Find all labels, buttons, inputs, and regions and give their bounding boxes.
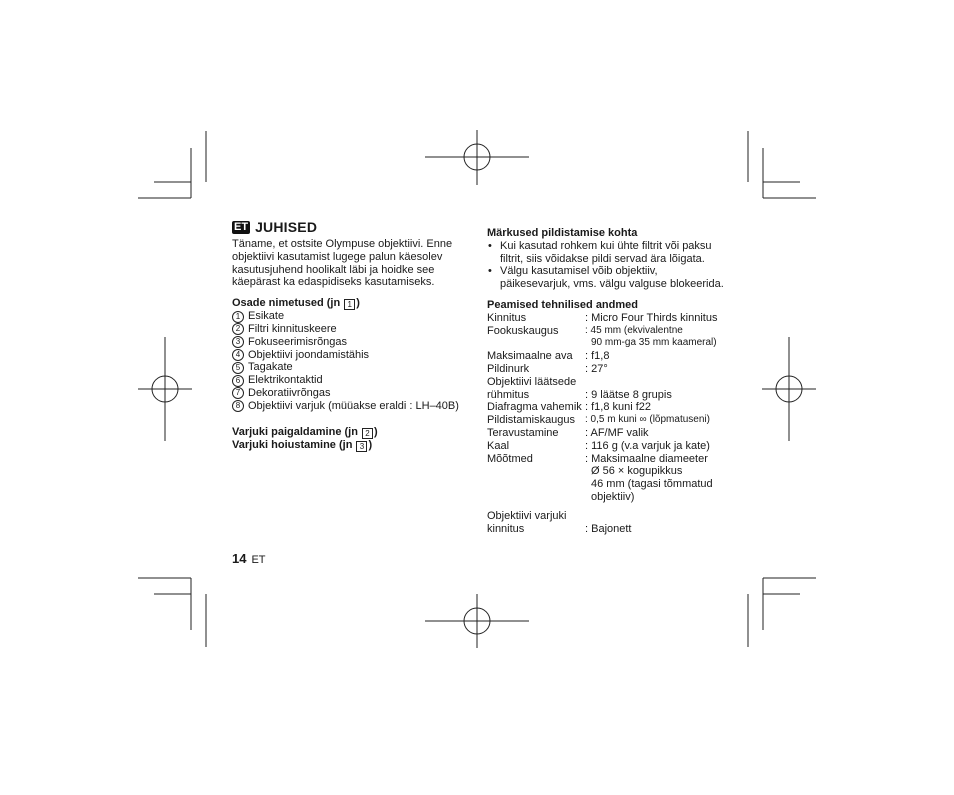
spec-value: : 27°	[585, 362, 608, 375]
parts-heading	[232, 297, 472, 310]
list-item	[232, 374, 472, 387]
hood-store-heading	[232, 439, 472, 452]
spec-label: Teravustamine	[487, 426, 559, 439]
spec-row-aperture	[487, 350, 727, 363]
list-item	[232, 310, 472, 323]
right-column	[487, 227, 727, 535]
note-text: Kui kasutad rohkem kui ühte filtrit või paksu filtrit, siis võidakse pildi servad ära lõigata.	[500, 239, 712, 265]
registration-target-right	[762, 337, 816, 441]
list-item	[232, 349, 472, 362]
spec-value: : AF/MF valik	[585, 426, 649, 439]
item-number: 5	[232, 362, 244, 374]
registration-target-left	[138, 337, 192, 441]
item-label: Filtri kinnituskeere	[248, 322, 337, 335]
hood-attach-text: Varjuki paigaldamine (jn	[232, 425, 361, 438]
spec-label: rühmitus	[487, 388, 530, 401]
item-label: Objektiivi joondamistähis	[248, 348, 370, 361]
specs-heading: Peamised tehnilised andmed	[487, 298, 638, 311]
item-number: 4	[232, 349, 244, 361]
bullet-glyph: •	[488, 239, 492, 252]
item-number: 7	[232, 387, 244, 399]
spec-value: : 45 mm (ekvivalentne	[585, 324, 683, 336]
bullet-glyph: •	[488, 265, 492, 278]
list-item	[232, 400, 472, 413]
spec-value: : 116 g (v.a varjuk ja kate)	[585, 439, 710, 452]
page-title: JUHISED	[255, 219, 318, 236]
hood-store-suffix: )	[368, 438, 373, 451]
spec-label: Objektiivi läätsede	[487, 375, 577, 388]
parts-heading-suffix: )	[356, 297, 360, 310]
notes-heading: Märkused pildistamise kohta	[487, 227, 638, 239]
spec-row-mount	[487, 312, 727, 325]
spec-value: : Bajonett	[585, 522, 632, 535]
item-label: Objektiivi varjuk (müüakse eraldi : LH–40B)	[248, 399, 459, 412]
item-number: 8	[232, 400, 244, 412]
spec-row-dimensions	[487, 453, 727, 466]
page-number: 14	[232, 551, 247, 566]
language-code: ET	[251, 554, 266, 566]
item-label: Fokuseerimisrõngas	[248, 335, 348, 348]
item-label: Elektrikontaktid	[248, 374, 323, 387]
intro-paragraph: Täname, et ostsite Olympuse objektiivi. Enne objektiivi kasutamist lugege palun käesolev kasutusjuhend hoolikalt läbi ja hoidke see käepärast ka edaspidiseks kasutamiseks.	[232, 238, 453, 289]
spec-row-dimensions-cont	[487, 465, 727, 478]
page-footer	[232, 551, 266, 566]
language-badge: ET	[234, 221, 249, 233]
list-item	[487, 240, 727, 266]
item-label: Esikate	[248, 310, 285, 323]
spec-row-config	[487, 389, 727, 402]
spec-value: objektiiv)	[591, 490, 635, 503]
spec-value: : f1,8	[585, 350, 610, 363]
item-number: 2	[232, 323, 244, 335]
spec-value: 90 mm-ga 35 mm kaameral)	[591, 337, 717, 349]
spec-label: Mõõtmed	[487, 452, 533, 465]
spec-row-distance	[487, 414, 727, 427]
spec-label: Diafragma vahemik	[487, 401, 582, 414]
list-item	[232, 323, 472, 336]
spec-value: : f1,8 kuni f22	[585, 401, 652, 414]
spec-value: 46 mm (tagasi tõmmatud	[591, 478, 713, 491]
spec-label: Pildinurk	[487, 362, 530, 375]
registration-target-bottom	[425, 594, 529, 648]
spec-value: : Micro Four Thirds kinnitus	[585, 311, 718, 324]
spec-label: Kaal	[487, 439, 510, 452]
spec-label: Kinnitus	[487, 311, 527, 324]
parts-heading-text: Osade nimetused (jn	[232, 297, 344, 310]
item-number: 1	[232, 311, 244, 323]
note-text: Välgu kasutamisel võib objektiiv, päikesevarjuk, vms. välgu valguse blokeerida.	[500, 265, 724, 291]
list-item	[232, 361, 472, 374]
figure-number: 1	[344, 299, 355, 310]
figure-number: 3	[356, 441, 367, 452]
spec-value: : 9 läätse 8 grupis	[585, 388, 672, 401]
list-item	[232, 336, 472, 349]
section-title	[232, 221, 472, 234]
spec-value: : 0,5 m kuni ∞ (lõpmatuseni)	[585, 414, 710, 426]
spec-row-config-label	[487, 376, 727, 389]
item-number: 6	[232, 375, 244, 387]
left-column	[232, 221, 472, 452]
hood-attach-heading	[232, 426, 472, 439]
spec-row-hood-mount-label	[487, 510, 727, 523]
spec-row-diaphragm	[487, 401, 727, 414]
hood-attach-suffix: )	[373, 425, 378, 438]
spec-row-dimensions-cont	[487, 491, 727, 504]
spec-row-focal-length-cont	[487, 337, 727, 350]
spec-row-angle	[487, 363, 727, 376]
item-label: Dekoratiivrõngas	[248, 386, 331, 399]
spec-label: Objektiivi varjuki	[487, 509, 567, 522]
list-item	[487, 265, 727, 291]
spec-value: : Maksimaalne diameeter	[585, 452, 708, 465]
spec-value: Ø 56 × kogupikkus	[591, 465, 683, 478]
item-number: 3	[232, 336, 244, 348]
spec-label: Maksimaalne ava	[487, 350, 573, 363]
spec-label: Pildistamiskaugus	[487, 414, 576, 427]
item-label: Tagakate	[248, 361, 293, 374]
spec-row-focal-length	[487, 325, 727, 338]
hood-store-text: Varjuki hoiustamine (jn	[232, 438, 356, 451]
spec-label: Fookuskaugus	[487, 324, 559, 337]
spec-label: kinnitus	[487, 522, 525, 535]
registration-target-top	[425, 130, 529, 185]
list-item	[232, 387, 472, 400]
spec-row-focusing	[487, 427, 727, 440]
figure-number: 2	[362, 428, 373, 439]
spec-row-dimensions-cont	[487, 478, 727, 491]
spec-row-weight	[487, 440, 727, 453]
spec-row-hood-mount	[487, 523, 727, 536]
